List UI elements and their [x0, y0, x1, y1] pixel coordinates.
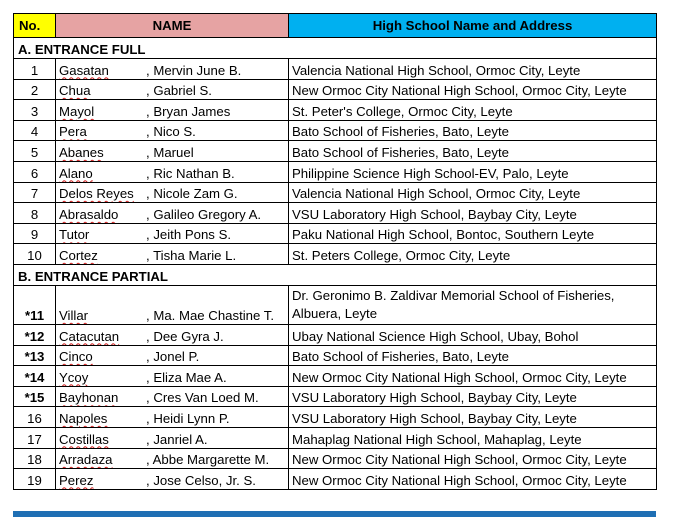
last-name: Catacutan: [59, 328, 120, 344]
table-row: [14, 285, 657, 324]
student-name: [56, 407, 289, 428]
table-row: [14, 427, 657, 448]
first-name: , Bryan James: [146, 103, 231, 119]
school-name-address: Valencia National High School, Ormoc City, Leyte: [289, 59, 657, 80]
section-title: A. ENTRANCE FULL: [14, 38, 657, 59]
last-name: Cinco: [59, 349, 93, 365]
school-name-address: Mahaplag National High School, Mahaplag, Leyte: [289, 427, 657, 448]
first-name: , Maruel: [146, 144, 194, 160]
table-row: [14, 141, 657, 162]
row-number: 5: [14, 141, 56, 162]
student-name: [56, 285, 289, 324]
first-name: , Eliza Mae A.: [146, 369, 227, 385]
first-name: , Ric Nathan B.: [146, 165, 235, 181]
table-row: [14, 59, 657, 80]
row-number: 9: [14, 223, 56, 244]
header-row: [14, 14, 657, 38]
school-name-address: New Ormoc City National High School, Ormoc City, Leyte: [289, 469, 657, 490]
student-name: [56, 366, 289, 387]
header-school: High School Name and Address: [289, 14, 657, 38]
last-name: Perez: [59, 472, 94, 488]
table-row: [14, 407, 657, 428]
last-name: Bayhonan: [59, 390, 119, 406]
table-row: [14, 182, 657, 203]
first-name: , Tisha Marie L.: [146, 247, 237, 263]
first-name: , Cres Van Loed M.: [146, 390, 259, 406]
school-name-address: VSU Laboratory High School, Baybay City, Leyte: [289, 386, 657, 407]
last-name: Delos Reyes: [59, 186, 134, 202]
first-name: , Jeith Pons S.: [146, 227, 232, 243]
first-name: , Nico S.: [146, 124, 196, 140]
table-row: [14, 203, 657, 224]
last-name: Abanes: [59, 144, 104, 160]
school-name-address: Philippine Science High School-EV, Palo, Leyte: [289, 161, 657, 182]
section-title: B. ENTRANCE PARTIAL: [14, 264, 657, 285]
school-name-address: Dr. Geronimo B. Zaldivar Memorial School of Fisheries, Albuera, Leyte: [289, 285, 657, 324]
document-page: [13, 13, 656, 490]
table-row: [14, 79, 657, 100]
table-row: [14, 244, 657, 265]
school-name-address: New Ormoc City National High School, Ormoc City, Leyte: [289, 366, 657, 387]
student-name: [56, 182, 289, 203]
student-name: [56, 448, 289, 469]
student-name: [56, 161, 289, 182]
table-row: [14, 120, 657, 141]
row-number: 3: [14, 100, 56, 121]
last-name: Ycoy: [59, 369, 89, 385]
last-name: Mayol: [59, 103, 95, 119]
last-name: Abrasaldo: [59, 206, 119, 222]
last-name: Alano: [59, 165, 93, 181]
row-number: 6: [14, 161, 56, 182]
row-number: 17: [14, 427, 56, 448]
first-name: , Nicole Zam G.: [146, 186, 238, 202]
school-name-address: Bato School of Fisheries, Bato, Leyte: [289, 141, 657, 162]
student-name: [56, 100, 289, 121]
last-name: Cortez: [59, 247, 98, 263]
first-name: , Ma. Mae Chastine T.: [146, 307, 275, 323]
row-number: *11: [14, 285, 56, 324]
table-row: [14, 161, 657, 182]
student-name: [56, 427, 289, 448]
header-name: NAME: [56, 14, 289, 38]
student-name: [56, 386, 289, 407]
table-row: [14, 469, 657, 490]
school-name-address: New Ormoc City National High School, Ormoc City, Leyte: [289, 79, 657, 100]
row-number: 4: [14, 120, 56, 141]
school-name-address: St. Peters College, Ormoc City, Leyte: [289, 244, 657, 265]
student-name: [56, 244, 289, 265]
student-name: [56, 469, 289, 490]
last-name: Villar: [59, 307, 89, 323]
row-number: 8: [14, 203, 56, 224]
table-row: [14, 448, 657, 469]
row-number: 7: [14, 182, 56, 203]
student-name: [56, 59, 289, 80]
first-name: , Jonel P.: [146, 349, 200, 365]
table-row: [14, 345, 657, 366]
school-name-address: VSU Laboratory High School, Baybay City, Leyte: [289, 203, 657, 224]
student-name: [56, 223, 289, 244]
school-name-address: St. Peter's College, Ormoc City, Leyte: [289, 100, 657, 121]
row-number: 1: [14, 59, 56, 80]
row-number: 19: [14, 469, 56, 490]
row-number: 16: [14, 407, 56, 428]
school-name-address: Bato School of Fisheries, Bato, Leyte: [289, 345, 657, 366]
student-name: [56, 203, 289, 224]
first-name: , Janriel A.: [146, 431, 208, 447]
school-name-address: VSU Laboratory High School, Baybay City, Leyte: [289, 407, 657, 428]
table-row: [14, 366, 657, 387]
first-name: , Heidi Lynn P.: [146, 410, 230, 426]
results-table: [13, 13, 657, 490]
last-name: Costillas: [59, 431, 109, 447]
table-row: [14, 100, 657, 121]
school-name-address: New Ormoc City National High School, Ormoc City, Leyte: [289, 448, 657, 469]
last-name: Gasatan: [59, 62, 109, 78]
student-name: [56, 324, 289, 345]
table-row: [14, 386, 657, 407]
school-name-address: Ubay National Science High School, Ubay, Bohol: [289, 324, 657, 345]
table-row: [14, 324, 657, 345]
student-name: [56, 141, 289, 162]
school-name-address: Bato School of Fisheries, Bato, Leyte: [289, 120, 657, 141]
row-number: *14: [14, 366, 56, 387]
page-bottom-bar: [13, 511, 656, 517]
first-name: , Gabriel S.: [146, 83, 212, 99]
first-name: , Abbe Margarette M.: [146, 452, 270, 468]
table-row: [14, 223, 657, 244]
last-name: Napoles: [59, 410, 108, 426]
last-name: Tutor: [59, 227, 90, 243]
school-name-address: Valencia National High School, Ormoc City, Leyte: [289, 182, 657, 203]
row-number: 2: [14, 79, 56, 100]
row-number: *13: [14, 345, 56, 366]
header-no: No.: [14, 14, 56, 38]
student-name: [56, 120, 289, 141]
last-name: Chua: [59, 83, 91, 99]
student-name: [56, 345, 289, 366]
row-number: *12: [14, 324, 56, 345]
student-name: [56, 79, 289, 100]
first-name: , Mervin June B.: [146, 62, 242, 78]
school-name-address: Paku National High School, Bontoc, Southern Leyte: [289, 223, 657, 244]
row-number: 18: [14, 448, 56, 469]
last-name: Arradaza: [59, 452, 113, 468]
first-name: , Jose Celso, Jr. S.: [146, 472, 256, 488]
first-name: , Dee Gyra J.: [146, 328, 224, 344]
last-name: Pera: [59, 124, 87, 140]
section-row: [14, 38, 657, 59]
row-number: *15: [14, 386, 56, 407]
row-number: 10: [14, 244, 56, 265]
first-name: , Galileo Gregory A.: [146, 206, 262, 222]
section-row: [14, 264, 657, 285]
